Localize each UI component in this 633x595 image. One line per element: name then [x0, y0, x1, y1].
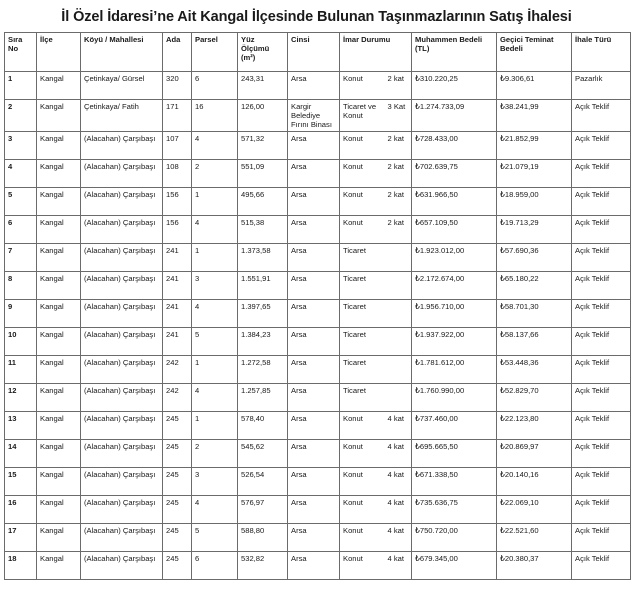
header-sira: Sıra No — [5, 33, 37, 72]
table-row — [5, 440, 631, 468]
cell-gecici-teminat: ₺53.448,36 — [497, 356, 572, 384]
cell-muhammen-bedel: ₺671.338,50 — [412, 468, 497, 496]
cell-yuz-olcumu: 1.397,65 — [238, 300, 288, 328]
cell-yuz-olcumu: 578,40 — [238, 412, 288, 440]
cell-muhammen-bedel: ₺695.665,50 — [412, 440, 497, 468]
cell-muhammen-bedel: ₺679.345,00 — [412, 552, 497, 580]
cell-ihale-turu: Açık Teklif — [572, 468, 631, 496]
cell-koy-mahalle: (Alacahan) Çarşıbaşı — [81, 244, 163, 272]
cell-parsel: 4 — [192, 132, 238, 160]
cell-ihale-turu: Açık Teklif — [572, 328, 631, 356]
cell-sira: 8 — [5, 272, 37, 300]
cell-muhammen-bedel: ₺1.956.710,00 — [412, 300, 497, 328]
cell-ilce: Kangal — [37, 216, 81, 244]
cell-kat: 2 kat — [385, 72, 412, 100]
cell-sira: 3 — [5, 132, 37, 160]
cell-sira: 4 — [5, 160, 37, 188]
cell-muhammen-bedel: ₺702.639,75 — [412, 160, 497, 188]
cell-koy-mahalle: (Alacahan) Çarşıbaşı — [81, 188, 163, 216]
cell-cinsi: Arsa — [288, 160, 340, 188]
cell-koy-mahalle: (Alacahan) Çarşıbaşı — [81, 356, 163, 384]
cell-cinsi: Arsa — [288, 412, 340, 440]
cell-ilce: Kangal — [37, 496, 81, 524]
table-row — [5, 496, 631, 524]
cell-cinsi: Arsa — [288, 300, 340, 328]
table-row — [5, 272, 631, 300]
cell-parsel: 3 — [192, 468, 238, 496]
cell-cinsi: Arsa — [288, 356, 340, 384]
cell-ihale-turu: Açık Teklif — [572, 272, 631, 300]
cell-muhammen-bedel: ₺750.720,00 — [412, 524, 497, 552]
cell-parsel: 4 — [192, 496, 238, 524]
cell-cinsi: Arsa — [288, 328, 340, 356]
cell-ilce: Kangal — [37, 468, 81, 496]
cell-sira: 2 — [5, 100, 37, 132]
cell-gecici-teminat: ₺20.140,16 — [497, 468, 572, 496]
cell-yuz-olcumu: 126,00 — [238, 100, 288, 132]
cell-koy-mahalle: (Alacahan) Çarşıbaşı — [81, 132, 163, 160]
cell-muhammen-bedel: ₺1.937.922,00 — [412, 328, 497, 356]
table-row — [5, 300, 631, 328]
cell-muhammen-bedel: ₺657.109,50 — [412, 216, 497, 244]
cell-koy-mahalle: (Alacahan) Çarşıbaşı — [81, 412, 163, 440]
cell-koy-mahalle: (Alacahan) Çarşıbaşı — [81, 384, 163, 412]
cell-ihale-turu: Açık Teklif — [572, 216, 631, 244]
cell-cinsi: Arsa — [288, 272, 340, 300]
table-row — [5, 552, 631, 580]
cell-imar: Konut — [340, 496, 385, 524]
cell-kat: 2 kat — [385, 216, 412, 244]
cell-gecici-teminat: ₺20.869,97 — [497, 440, 572, 468]
cell-muhammen-bedel: ₺735.636,75 — [412, 496, 497, 524]
cell-muhammen-bedel: ₺1.274.733,09 — [412, 100, 497, 132]
cell-sira: 5 — [5, 188, 37, 216]
cell-ihale-turu: Açık Teklif — [572, 132, 631, 160]
cell-parsel: 4 — [192, 216, 238, 244]
cell-kat — [385, 272, 412, 300]
cell-gecici-teminat: ₺20.380,37 — [497, 552, 572, 580]
cell-sira: 6 — [5, 216, 37, 244]
cell-cinsi: Arsa — [288, 188, 340, 216]
cell-ada: 320 — [163, 72, 192, 100]
cell-yuz-olcumu: 1.257,85 — [238, 384, 288, 412]
header-cinsi: Cinsi — [288, 33, 340, 72]
cell-yuz-olcumu: 576,97 — [238, 496, 288, 524]
cell-sira: 7 — [5, 244, 37, 272]
document-title: İl Özel İdaresi’ne Ait Kangal İlçesinde Bulunan Taşınmazlarının Satış İhalesi — [61, 9, 572, 25]
cell-muhammen-bedel: ₺310.220,25 — [412, 72, 497, 100]
cell-cinsi: Arsa — [288, 132, 340, 160]
cell-imar: Konut — [340, 552, 385, 580]
cell-parsel: 1 — [192, 244, 238, 272]
cell-gecici-teminat: ₺21.852,99 — [497, 132, 572, 160]
cell-yuz-olcumu: 1.384,23 — [238, 328, 288, 356]
cell-gecici-teminat: ₺58.137,66 — [497, 328, 572, 356]
cell-ilce: Kangal — [37, 440, 81, 468]
cell-muhammen-bedel: ₺1.781.612,00 — [412, 356, 497, 384]
cell-ilce: Kangal — [37, 328, 81, 356]
cell-imar: Konut — [340, 412, 385, 440]
table-body — [5, 72, 631, 580]
cell-gecici-teminat: ₺58.701,30 — [497, 300, 572, 328]
cell-gecici-teminat: ₺22.521,60 — [497, 524, 572, 552]
cell-ada: 241 — [163, 244, 192, 272]
cell-ada: 245 — [163, 468, 192, 496]
cell-kat: 2 kat — [385, 132, 412, 160]
cell-sira: 17 — [5, 524, 37, 552]
cell-ihale-turu: Açık Teklif — [572, 496, 631, 524]
cell-koy-mahalle: (Alacahan) Çarşıbaşı — [81, 328, 163, 356]
cell-ilce: Kangal — [37, 552, 81, 580]
cell-muhammen-bedel: ₺1.760.990,00 — [412, 384, 497, 412]
cell-sira: 16 — [5, 496, 37, 524]
cell-parsel: 2 — [192, 440, 238, 468]
cell-ihale-turu: Açık Teklif — [572, 440, 631, 468]
cell-kat: 4 kat — [385, 468, 412, 496]
cell-yuz-olcumu: 515,38 — [238, 216, 288, 244]
cell-imar: Konut — [340, 132, 385, 160]
cell-kat — [385, 356, 412, 384]
cell-ilce: Kangal — [37, 188, 81, 216]
table-row — [5, 132, 631, 160]
cell-imar: Konut — [340, 524, 385, 552]
cell-cinsi: Arsa — [288, 524, 340, 552]
cell-gecici-teminat: ₺22.123,80 — [497, 412, 572, 440]
cell-koy-mahalle: (Alacahan) Çarşıbaşı — [81, 272, 163, 300]
cell-ada: 108 — [163, 160, 192, 188]
cell-imar: Ticaret ve Konut — [340, 100, 385, 132]
cell-kat: 4 kat — [385, 552, 412, 580]
cell-parsel: 6 — [192, 552, 238, 580]
table-row — [5, 356, 631, 384]
cell-kat: 4 kat — [385, 496, 412, 524]
cell-ihale-turu: Açık Teklif — [572, 244, 631, 272]
cell-gecici-teminat: ₺9.306,61 — [497, 72, 572, 100]
cell-koy-mahalle: Çetinkaya/ Fatih — [81, 100, 163, 132]
cell-kat: 3 Kat — [385, 100, 412, 132]
cell-kat: 4 kat — [385, 524, 412, 552]
table-row — [5, 244, 631, 272]
cell-imar: Konut — [340, 440, 385, 468]
cell-sira: 15 — [5, 468, 37, 496]
cell-ilce: Kangal — [37, 412, 81, 440]
cell-sira: 14 — [5, 440, 37, 468]
cell-kat: 2 kat — [385, 160, 412, 188]
cell-ada: 241 — [163, 300, 192, 328]
header-yuz-olcumu: Yüz Ölçümü (m²) — [238, 33, 288, 72]
cell-ada: 245 — [163, 412, 192, 440]
cell-muhammen-bedel: ₺737.460,00 — [412, 412, 497, 440]
cell-ihale-turu: Açık Teklif — [572, 188, 631, 216]
cell-yuz-olcumu: 571,32 — [238, 132, 288, 160]
cell-imar: Ticaret — [340, 384, 385, 412]
header-imar-durumu: İmar Durumu — [340, 33, 412, 72]
cell-ihale-turu: Açık Teklif — [572, 160, 631, 188]
cell-muhammen-bedel: ₺728.433,00 — [412, 132, 497, 160]
cell-cinsi: Kargir Belediye Fırını Binası — [288, 100, 340, 132]
cell-gecici-teminat: ₺52.829,70 — [497, 384, 572, 412]
cell-imar: Konut — [340, 216, 385, 244]
cell-parsel: 1 — [192, 188, 238, 216]
cell-sira: 18 — [5, 552, 37, 580]
table-row — [5, 384, 631, 412]
cell-ilce: Kangal — [37, 100, 81, 132]
cell-imar: Ticaret — [340, 272, 385, 300]
cell-ihale-turu: Açık Teklif — [572, 524, 631, 552]
cell-ilce: Kangal — [37, 160, 81, 188]
cell-cinsi: Arsa — [288, 244, 340, 272]
cell-yuz-olcumu: 243,31 — [238, 72, 288, 100]
cell-ilce: Kangal — [37, 272, 81, 300]
cell-ihale-turu: Açık Teklif — [572, 356, 631, 384]
cell-ihale-turu: Açık Teklif — [572, 100, 631, 132]
cell-cinsi: Arsa — [288, 552, 340, 580]
table-row — [5, 468, 631, 496]
cell-yuz-olcumu: 551,09 — [238, 160, 288, 188]
cell-gecici-teminat: ₺65.180,22 — [497, 272, 572, 300]
cell-imar: Ticaret — [340, 300, 385, 328]
table-row — [5, 72, 631, 100]
cell-sira: 1 — [5, 72, 37, 100]
cell-gecici-teminat: ₺18.959,00 — [497, 188, 572, 216]
cell-muhammen-bedel: ₺631.966,50 — [412, 188, 497, 216]
cell-koy-mahalle: Çetinkaya/ Gürsel — [81, 72, 163, 100]
cell-parsel: 1 — [192, 356, 238, 384]
cell-sira: 9 — [5, 300, 37, 328]
cell-yuz-olcumu: 532,82 — [238, 552, 288, 580]
cell-ihale-turu: Açık Teklif — [572, 412, 631, 440]
cell-ilce: Kangal — [37, 244, 81, 272]
cell-ada: 171 — [163, 100, 192, 132]
cell-cinsi: Arsa — [288, 384, 340, 412]
cell-kat: 2 kat — [385, 188, 412, 216]
cell-yuz-olcumu: 1.373,58 — [238, 244, 288, 272]
cell-parsel: 6 — [192, 72, 238, 100]
cell-ada: 242 — [163, 384, 192, 412]
cell-parsel: 4 — [192, 300, 238, 328]
cell-yuz-olcumu: 545,62 — [238, 440, 288, 468]
cell-ilce: Kangal — [37, 356, 81, 384]
cell-ada: 156 — [163, 216, 192, 244]
table-row — [5, 100, 631, 132]
header-parsel: Parsel — [192, 33, 238, 72]
cell-gecici-teminat: ₺21.079,19 — [497, 160, 572, 188]
cell-ada: 245 — [163, 524, 192, 552]
cell-kat — [385, 384, 412, 412]
cell-ilce: Kangal — [37, 524, 81, 552]
cell-ada: 245 — [163, 440, 192, 468]
cell-cinsi: Arsa — [288, 496, 340, 524]
cell-ilce: Kangal — [37, 132, 81, 160]
cell-ilce: Kangal — [37, 384, 81, 412]
cell-imar: Konut — [340, 160, 385, 188]
cell-koy-mahalle: (Alacahan) Çarşıbaşı — [81, 552, 163, 580]
cell-cinsi: Arsa — [288, 216, 340, 244]
cell-cinsi: Arsa — [288, 72, 340, 100]
table-row — [5, 160, 631, 188]
header-muhammen-bedel: Muhammen Bedeli (TL) — [412, 33, 497, 72]
cell-sira: 10 — [5, 328, 37, 356]
cell-koy-mahalle: (Alacahan) Çarşıbaşı — [81, 468, 163, 496]
cell-ada: 241 — [163, 272, 192, 300]
cell-ada: 241 — [163, 328, 192, 356]
cell-muhammen-bedel: ₺2.172.674,00 — [412, 272, 497, 300]
header-ada: Ada — [163, 33, 192, 72]
cell-imar: Ticaret — [340, 244, 385, 272]
cell-yuz-olcumu: 1.551,91 — [238, 272, 288, 300]
cell-cinsi: Arsa — [288, 440, 340, 468]
cell-koy-mahalle: (Alacahan) Çarşıbaşı — [81, 160, 163, 188]
cell-ada: 107 — [163, 132, 192, 160]
cell-sira: 13 — [5, 412, 37, 440]
cell-parsel: 3 — [192, 272, 238, 300]
header-koy: Köyü / Mahallesi — [81, 33, 163, 72]
cell-parsel: 16 — [192, 100, 238, 132]
cell-yuz-olcumu: 495,66 — [238, 188, 288, 216]
cell-koy-mahalle: (Alacahan) Çarşıbaşı — [81, 300, 163, 328]
cell-ihale-turu: Açık Teklif — [572, 384, 631, 412]
cell-ihale-turu: Pazarlık — [572, 72, 631, 100]
table-row — [5, 188, 631, 216]
cell-koy-mahalle: (Alacahan) Çarşıbaşı — [81, 524, 163, 552]
cell-ilce: Kangal — [37, 72, 81, 100]
cell-parsel: 5 — [192, 524, 238, 552]
table-row — [5, 328, 631, 356]
auction-table — [4, 32, 631, 580]
table-row — [5, 412, 631, 440]
cell-kat: 4 kat — [385, 440, 412, 468]
cell-gecici-teminat: ₺22.069,10 — [497, 496, 572, 524]
cell-cinsi: Arsa — [288, 468, 340, 496]
cell-kat: 4 kat — [385, 412, 412, 440]
cell-kat — [385, 300, 412, 328]
cell-ada: 245 — [163, 496, 192, 524]
cell-koy-mahalle: (Alacahan) Çarşıbaşı — [81, 216, 163, 244]
cell-ada: 242 — [163, 356, 192, 384]
cell-ihale-turu: Açık Teklif — [572, 300, 631, 328]
cell-ada: 245 — [163, 552, 192, 580]
cell-ihale-turu: Açık Teklif — [572, 552, 631, 580]
table-row — [5, 524, 631, 552]
cell-parsel: 2 — [192, 160, 238, 188]
cell-parsel: 1 — [192, 412, 238, 440]
cell-kat — [385, 328, 412, 356]
cell-imar: Konut — [340, 72, 385, 100]
cell-koy-mahalle: (Alacahan) Çarşıbaşı — [81, 440, 163, 468]
cell-imar: Konut — [340, 468, 385, 496]
cell-ada: 156 — [163, 188, 192, 216]
header-gecici-teminat: Geçici Teminat Bedeli — [497, 33, 572, 72]
header-ihale-turu: İhale Türü — [572, 33, 631, 72]
table-row — [5, 216, 631, 244]
cell-ilce: Kangal — [37, 300, 81, 328]
cell-parsel: 4 — [192, 384, 238, 412]
cell-yuz-olcumu: 1.272,58 — [238, 356, 288, 384]
cell-koy-mahalle: (Alacahan) Çarşıbaşı — [81, 496, 163, 524]
cell-muhammen-bedel: ₺1.923.012,00 — [412, 244, 497, 272]
cell-gecici-teminat: ₺57.690,36 — [497, 244, 572, 272]
cell-sira: 12 — [5, 384, 37, 412]
table-header-row — [5, 33, 631, 72]
cell-yuz-olcumu: 526,54 — [238, 468, 288, 496]
cell-imar: Ticaret — [340, 328, 385, 356]
header-ilce: İlçe — [37, 33, 81, 72]
cell-imar: Konut — [340, 188, 385, 216]
cell-parsel: 5 — [192, 328, 238, 356]
cell-kat — [385, 244, 412, 272]
cell-gecici-teminat: ₺38.241,99 — [497, 100, 572, 132]
cell-sira: 11 — [5, 356, 37, 384]
cell-gecici-teminat: ₺19.713,29 — [497, 216, 572, 244]
cell-imar: Ticaret — [340, 356, 385, 384]
cell-yuz-olcumu: 588,80 — [238, 524, 288, 552]
